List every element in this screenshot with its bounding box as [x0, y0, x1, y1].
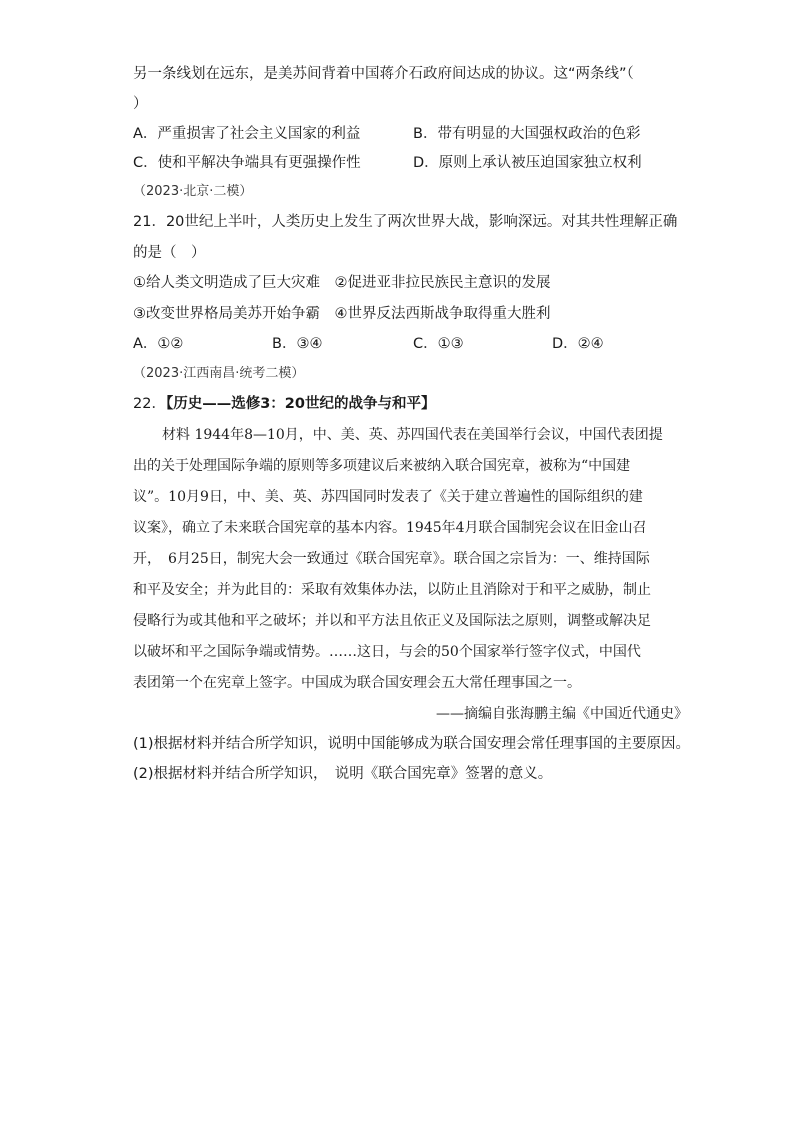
q22-heading-number: 22． [133, 396, 166, 412]
q21-option-b: B．③④ [272, 336, 323, 352]
q21-option-d: D．②④ [552, 336, 604, 352]
q21-stem-line1: 21．20世纪上半叶，人类历史上发生了两次世界大战，影响深远。对其共性理解正确 [133, 214, 678, 230]
material-line: 以破坏和平之国际争端或情势。……这日，与会的50个国家举行签字仪式，中国代 [133, 644, 641, 660]
material-line: 侵略行为或其他和平之破坏；并以和平方法且依正义及国际法之原则，调整或解决足 [133, 613, 651, 629]
q20-option-d: D．原则上承认被压迫国家独立权利 [413, 155, 642, 171]
q20-stem-line2: ） [133, 96, 148, 112]
q21-option-c: C．①③ [413, 336, 464, 352]
q21-option-a: A．①② [133, 336, 184, 352]
q20-option-c: C．使和平解决争端具有更强操作性 [133, 155, 361, 171]
q20-option-b: B．带有明显的大国强权政治的色彩 [413, 126, 641, 142]
q21-source: （2023·北京·二模） [133, 184, 253, 199]
material-line: 议案》，确立了未来联合国宪章的基本内容。1945年4月联合国制宪会议在旧金山召 [133, 520, 647, 536]
q21-items-line1: ①给人类文明造成了巨大灾难 ②促进亚非拉民族民主意识的发展 [133, 275, 551, 291]
q22-heading [133, 394, 435, 414]
material-line: 出的关于处理国际争端的原则等多项建议后来被纳入联合国宪章，被称为“中国建 [133, 458, 631, 474]
material-line: 材料 1944年8—10月，中、美、英、苏四国代表在美国举行会议，中国代表团提 [162, 427, 663, 443]
q20-stem-line1: 另一条线划在远东，是美苏间背着中国蒋介石政府间达成的协议。这“两条线”（ [133, 66, 634, 82]
q20-option-a: A．严重损害了社会主义国家的利益 [133, 126, 361, 142]
q22-subquestion-2: (2)根据材料并结合所学知识， 说明《联合国宪章》签署的意义。 [133, 766, 553, 782]
material-line: 开， 6月25日，制宪大会一致通过《联合国宪章》。联合国之宗旨为：一、维持国际 [133, 551, 650, 567]
q21-stem-line2: 的是（ ） [133, 245, 206, 261]
q22-citation: ——摘编自张海鹏主编《中国近代通史》 [436, 706, 688, 722]
q22-subquestion-1: (1)根据材料并结合所学知识，说明中国能够成为联合国安理会常任理事国的主要原因。 [133, 736, 691, 752]
material-line: 议”。10月9日，中、美、英、苏四国同时发表了《关于建立普遍性的国际组织的建 [133, 489, 643, 505]
material-line: 和平及安全；并为此目的：采取有效集体办法，以防止且消除对于和平之威胁，制止 [133, 582, 651, 598]
q21-items-line2: ③改变世界格局美苏开始争霸 ④世界反法西斯战争取得重大胜利 [133, 306, 551, 322]
q22-source: （2023·江西南昌·统考二模） [133, 366, 305, 381]
q22-heading-title: 【历史——选修3：20世纪的战争与和平】 [165, 396, 436, 412]
material-line: 表团第一个在宪章上签字。中国成为联合国安理会五大常任理事国之一。 [133, 675, 581, 691]
